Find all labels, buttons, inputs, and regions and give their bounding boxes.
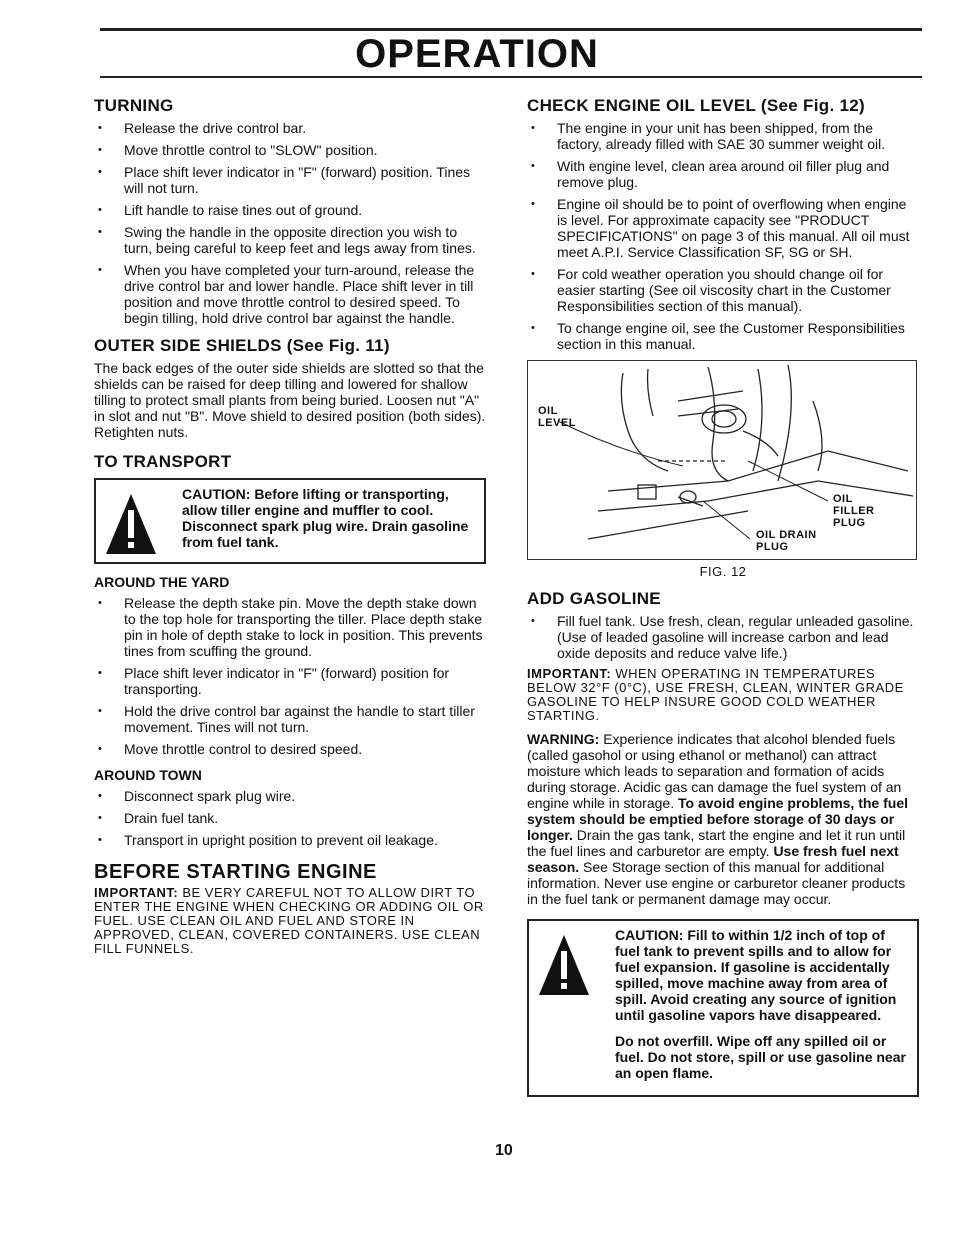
before-starting-body [94,886,486,956]
turning-list [94,120,486,326]
page-number: 10 [495,1142,513,1159]
transport-caution-text: CAUTION: Before lifting or transporting, allow tiller engine and muffler to cool. Disconnect spark plug wire. Drain gasoline from fuel tank. [182,486,469,550]
around-town-heading: AROUND TOWN [94,767,202,783]
turning-heading: TURNING [94,96,174,115]
important-label: IMPORTANT: [94,885,179,900]
title-underline [100,76,922,78]
around-town-list [94,788,486,848]
warning-text: Drain the gas tank, start the engine and let it run until the fuel lines and carburetor are empty. [527,827,906,859]
outer-shields-heading: OUTER SIDE SHIELDS (See Fig. 11) [94,336,390,355]
around-yard-heading: AROUND THE YARD [94,574,230,590]
caution-paragraph: Do not overfill. Wipe off any spilled oil or fuel. Do not store, spill or use gasoline near an open flame. [615,1033,906,1081]
list-item: • When you have completed your turn-around, release the drive control bar and lower handle. Place shift lever in till position and move throttle control to desired speed. To begin tilling, hold drive control bar against the handle. [94,262,486,326]
oil-level-label: OIL LEVEL [538,405,576,429]
figure-caption: FIG. 12 [699,564,747,579]
list-item: • Fill fuel tank. Use fresh, clean, regular unleaded gasoline. (Use of leaded gasoline will increase carbon and lead oxide deposits and reduce valve life.) [527,613,919,661]
engine-illustration [528,361,916,559]
list-item: • Release the drive control bar. [94,120,486,136]
oil-level-heading: CHECK ENGINE OIL LEVEL (See Fig. 12) [527,96,865,115]
oil-drain-label: OIL DRAIN PLUG [756,529,817,553]
important-label: IMPORTANT: [527,666,612,681]
add-gasoline-heading: ADD GASOLINE [527,589,661,608]
before-starting-heading: BEFORE STARTING ENGINE [94,861,377,883]
warning-emphasis: To avoid engine problems, the fuel system should be emptied before storage of 30 days or longer. [527,795,908,843]
caution-paragraph: CAUTION: Fill to within 1/2 inch of top of fuel tank to prevent spills and to allow for fuel expansion. If gasoline is accidentally spilled, move machine away from area of spill. Avoid creating any source of ignition until gasoline vapors have disappeared. [615,927,897,1023]
important-text: WHEN OPERATING IN TEMPERATURES BELOW 32°F (0°C), USE FRESH, CLEAN, WINTER GRADE GASOLINE TO HELP INSURE GOOD COLD WEATHER STARTING. [527,666,904,723]
warning-triangle-icon [104,492,158,558]
list-item: • Lift handle to raise tines out of ground. [94,202,486,218]
oil-level-list [527,120,919,352]
warning-text: See Storage section of this manual for additional information. Never use engine or carburetor cleaner products in the fuel tank or permanent damage may occur. [527,859,906,907]
list-item: • Drain fuel tank. [94,810,486,826]
list-item: • Place shift lever indicator in "F" (forward) position. Tines will not turn. [94,164,486,196]
important-text: BE VERY CAREFUL NOT TO ALLOW DIRT TO ENTER THE ENGINE WHEN CHECKING OR ADDING OIL OR FUEL. USE CLEAN OIL AND FUEL AND STORE IN APPROVED, CLEAN, COVERED CONTAINERS. USE CLEAN FILL FUNNELS. [94,885,484,956]
list-item: • To change engine oil, see the Customer Responsibilities section in this manual. [527,320,919,352]
right-column [527,96,919,1105]
warning-label: WARNING: [527,731,600,747]
list-item: • Move throttle control to "SLOW" position. [94,142,486,158]
top-rule [100,28,922,31]
add-gasoline-list [527,613,919,661]
warning-emphasis: Use fresh fuel next season. [527,843,899,875]
list-item: • Move throttle control to desired speed. [94,741,486,757]
warning-triangle-icon [537,933,591,999]
gasoline-warning [527,731,919,907]
list-item: • Release the depth stake pin. Move the depth stake down to the top hole for transporting the tiller. Place depth stake pin in hole of depth stake to lock in position. This prevents tines from scuffing the ground. [94,595,486,659]
transport-heading: TO TRANSPORT [94,452,232,471]
engine-oil-figure [527,360,917,560]
list-item: • Engine oil should be to point of overflowing when engine is level. For approximate capacity see "PRODUCT SPECIFICATIONS" on page 3 of this manual. All oil must meet A.P.I. Service Classification SF, SG or SH. [527,196,919,260]
gasoline-important [527,667,919,723]
oil-filler-label: OIL FILLER PLUG [833,493,875,529]
left-column [94,96,486,964]
list-item: • The engine in your unit has been shipped, from the factory, already filled with SAE 30 summer weight oil. [527,120,919,152]
warning-text: Experience indicates that alcohol blended fuels (called gasohol or using ethanol or methanol) can attract moisture which leads to separation and formation of acids during storage. Acidic gas can damage the fuel system of an engine while in storage. [527,731,902,811]
list-item: • Disconnect spark plug wire. [94,788,486,804]
list-item: • Transport in upright position to prevent oil leakage. [94,832,486,848]
list-item: • For cold weather operation you should change oil for easier starting (See oil viscosity chart in the Customer Responsibilities section of this manual). [527,266,919,314]
list-item: • Swing the handle in the opposite direction you wish to turn, being careful to keep feet and legs away from tines. [94,224,486,256]
list-item: • With engine level, clean area around oil filler plug and remove plug. [527,158,919,190]
gasoline-caution-box [527,919,919,1097]
gasoline-caution-text [615,927,907,1091]
list-item: • Hold the drive control bar against the handle to start tiller movement. Tines will not turn. [94,703,486,735]
page-title: OPERATION [355,32,599,76]
around-yard-list [94,595,486,757]
list-item: • Place shift lever indicator in "F" (forward) position for transporting. [94,665,486,697]
outer-shields-body: The back edges of the outer side shields are slotted so that the shields can be raised for deep tilling and lowered for shallow tilling to protect small plants from being buried. Loosen nut "A" in slot and nut "B". Move shield to desired position (both sides). Retighten nuts. [94,360,486,440]
transport-caution-box [94,478,486,564]
